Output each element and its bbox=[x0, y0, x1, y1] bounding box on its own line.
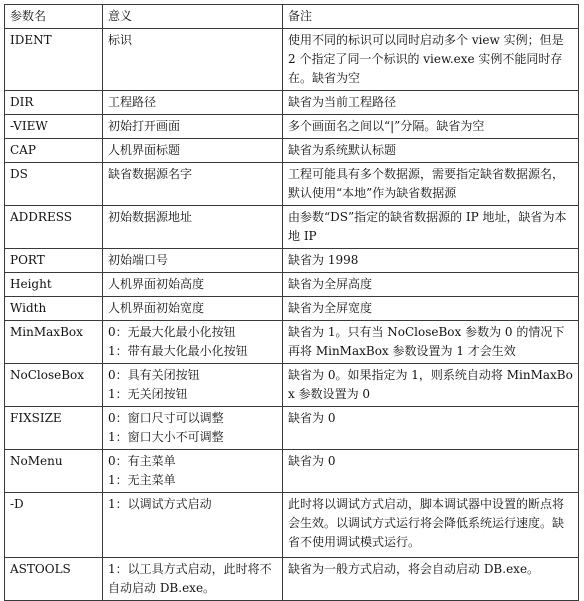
meaning-cell bbox=[103, 163, 283, 206]
meaning-cell bbox=[103, 493, 283, 558]
param-name-cell: ASTOOLS bbox=[5, 558, 103, 601]
param-name-cell: DS bbox=[5, 163, 103, 206]
param-name-cell: Width bbox=[5, 297, 103, 321]
meaning-line: 缺省数据源名字 bbox=[108, 167, 193, 181]
meaning-cell bbox=[103, 29, 283, 91]
table-row bbox=[5, 364, 579, 407]
meaning-cell bbox=[103, 91, 283, 115]
note-cell: 缺省为当前工程路径 bbox=[283, 91, 579, 115]
meaning-cell bbox=[103, 249, 283, 273]
meaning-line: 工程路径 bbox=[108, 95, 157, 109]
note-cell: 缺省为全屏宽度 bbox=[283, 297, 579, 321]
table-row bbox=[5, 206, 579, 249]
param-name-cell: PORT bbox=[5, 249, 103, 273]
table-row bbox=[5, 321, 579, 364]
meaning-cell bbox=[103, 297, 283, 321]
meaning-line: 标识 bbox=[108, 33, 133, 47]
param-name-cell: CAP bbox=[5, 139, 103, 163]
table-row bbox=[5, 29, 579, 91]
note-cell: 由参数“DS”指定的缺省数据源的 IP 地址，缺省为本地 IP bbox=[283, 206, 579, 249]
meaning-cell bbox=[103, 558, 283, 601]
param-name-cell: NoMenu bbox=[5, 450, 103, 493]
param-name-cell: -D bbox=[5, 493, 103, 558]
meaning-line: 人机界面初始高度 bbox=[108, 277, 205, 291]
meaning-line: 0：无最大化最小化按钮 bbox=[108, 325, 236, 339]
table-row bbox=[5, 115, 579, 139]
meaning-line: 人机界面标题 bbox=[108, 143, 181, 157]
meaning-cell bbox=[103, 273, 283, 297]
note-cell: 使用不同的标识可以同时启动多个 view 实例；但是 2 个指定了同一个标识的 view.exe 实例不能同时存在。缺省为空 bbox=[283, 29, 579, 91]
header-note: 备注 bbox=[283, 5, 579, 29]
param-name-cell: -VIEW bbox=[5, 115, 103, 139]
table-row bbox=[5, 297, 579, 321]
table-row bbox=[5, 407, 579, 450]
meaning-line: 初始数据源地址 bbox=[108, 210, 193, 224]
note-cell: 缺省为全屏高度 bbox=[283, 273, 579, 297]
meaning-cell bbox=[103, 115, 283, 139]
meaning-cell bbox=[103, 321, 283, 364]
meaning-line: 0：具有关闭按钮 bbox=[108, 368, 200, 382]
header-param-name: 参数名 bbox=[5, 5, 103, 29]
note-cell: 缺省为系统默认标题 bbox=[283, 139, 579, 163]
meaning-line: 初始端口号 bbox=[108, 253, 169, 267]
meaning-cell bbox=[103, 206, 283, 249]
parameter-table bbox=[4, 4, 579, 601]
note-cell: 工程可能具有多个数据源，需要指定缺省数据源名，默认使用“本地”作为缺省数据源 bbox=[283, 163, 579, 206]
header-meaning: 意义 bbox=[103, 5, 283, 29]
param-name-cell: IDENT bbox=[5, 29, 103, 91]
meaning-line: 1：窗口大小不可调整 bbox=[108, 430, 224, 444]
table-row bbox=[5, 163, 579, 206]
note-cell: 多个画面名之间以“|”分隔。缺省为空 bbox=[283, 115, 579, 139]
meaning-cell bbox=[103, 364, 283, 407]
param-name-cell: NoCloseBox bbox=[5, 364, 103, 407]
meaning-cell bbox=[103, 139, 283, 163]
meaning-line: 初始打开画面 bbox=[108, 119, 181, 133]
meaning-cell bbox=[103, 450, 283, 493]
note-cell: 缺省为 1。只有当 NoCloseBox 参数为 0 的情况下再将 MinMaxBox 参数设置为 1 才会生效 bbox=[283, 321, 579, 364]
meaning-line: 0：有主菜单 bbox=[108, 454, 176, 468]
note-cell: 缺省为 0 bbox=[283, 407, 579, 450]
note-cell: 缺省为 0。如果指定为 1，则系统自动将 MinMaxBox 参数设置为 0 bbox=[283, 364, 579, 407]
meaning-line: 人机界面初始宽度 bbox=[108, 301, 205, 315]
param-name-cell: MinMaxBox bbox=[5, 321, 103, 364]
meaning-line: 1：以调试方式启动 bbox=[108, 497, 212, 511]
table-row bbox=[5, 450, 579, 493]
param-name-cell: Height bbox=[5, 273, 103, 297]
header-row bbox=[5, 5, 579, 29]
meaning-line: 1：无主菜单 bbox=[108, 473, 176, 487]
note-cell: 缺省为一般方式启动，将会自动启动 DB.exe。 bbox=[283, 558, 579, 601]
table-row bbox=[5, 139, 579, 163]
meaning-line: 1：无关闭按钮 bbox=[108, 387, 188, 401]
meaning-cell bbox=[103, 407, 283, 450]
table-row bbox=[5, 249, 579, 273]
table-row bbox=[5, 273, 579, 297]
param-name-cell: ADDRESS bbox=[5, 206, 103, 249]
note-cell: 缺省为 0 bbox=[283, 450, 579, 493]
meaning-line: 0：窗口尺寸可以调整 bbox=[108, 411, 224, 425]
table-row bbox=[5, 91, 579, 115]
param-name-cell: DIR bbox=[5, 91, 103, 115]
note-cell: 此时将以调试方式启动，脚本调试器中设置的断点将会生效。以调试方式运行将会降低系统运行速度。缺省不使用调试模式运行。 bbox=[283, 493, 579, 558]
meaning-line: 1：以工具方式启动，此时将不自动启动 DB.exe。 bbox=[108, 562, 272, 595]
note-cell: 缺省为 1998 bbox=[283, 249, 579, 273]
table-row bbox=[5, 493, 579, 558]
table-row bbox=[5, 558, 579, 601]
meaning-line: 1：带有最大化最小化按钮 bbox=[108, 344, 248, 358]
param-name-cell: FIXSIZE bbox=[5, 407, 103, 450]
